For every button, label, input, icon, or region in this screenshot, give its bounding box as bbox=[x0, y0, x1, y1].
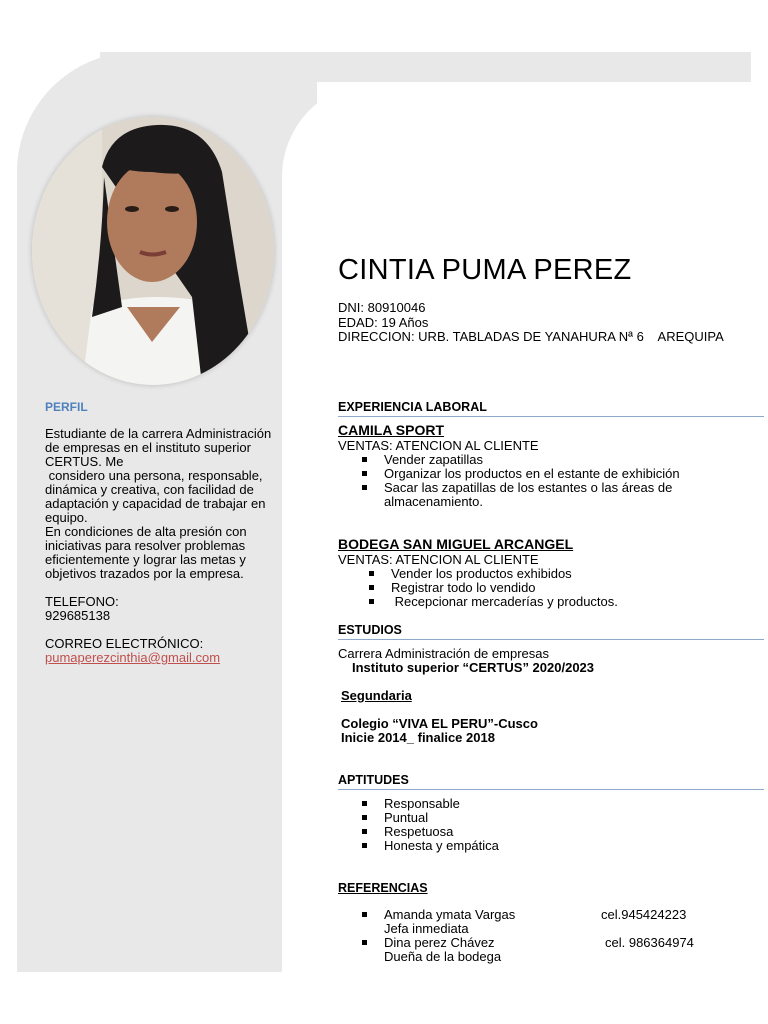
reference-item bbox=[384, 936, 714, 950]
perfil-line: CERTUS. Me bbox=[45, 454, 124, 469]
references-list bbox=[384, 908, 714, 964]
studies-title: ESTUDIOS bbox=[338, 623, 764, 640]
perfil-line: En condiciones de alta presión con bbox=[45, 524, 247, 539]
perfil-line: eficientemente y lograr las metas y bbox=[45, 552, 246, 567]
institute: Instituto superior “CERTUS” 2020/2023 bbox=[352, 660, 595, 675]
reference-phone: cel.945424223 bbox=[601, 907, 687, 922]
career: Carrera Administración de empresas bbox=[338, 646, 549, 661]
reference-name: Amanda ymata Vargas bbox=[384, 907, 516, 922]
perfil-line: dinámica y creativa, con facilidad de bbox=[45, 482, 254, 497]
perfil-line: adaptación y capacidad de trabajar en bbox=[45, 496, 266, 511]
list-item: Sacar las zapatillas de los estantes o las áreas de bbox=[384, 481, 680, 495]
list-item-continuation: almacenamiento. bbox=[384, 494, 483, 509]
reference-item bbox=[384, 908, 714, 922]
school-years: Inicie 2014_ finalice 2018 bbox=[341, 730, 495, 745]
experience-title: EXPERIENCIA LABORAL bbox=[338, 400, 764, 417]
perfil-line: equipo. bbox=[45, 510, 88, 525]
list-item: Recepcionar mercaderías y productos. bbox=[391, 594, 618, 609]
perfil-line: iniciativas para resolver problemas bbox=[45, 538, 246, 553]
edad: EDAD: 19 Años bbox=[338, 314, 429, 330]
company-name: CAMILA SPORT bbox=[338, 422, 445, 438]
list-item: Organizar los productos en el estante de exhibición bbox=[384, 466, 680, 481]
phone-label: TELEFONO: bbox=[45, 594, 119, 609]
email-label: CORREO ELECTRÓNICO: bbox=[45, 636, 204, 651]
reference-name: Dina perez Chávez bbox=[384, 935, 495, 950]
dni: DNI: 80910046 bbox=[338, 300, 426, 315]
perfil-line: Estudiante de la carrera Administración bbox=[45, 426, 272, 441]
list-item: Vender los productos exhibidos bbox=[391, 567, 618, 581]
perfil-line: considero una persona, responsable, bbox=[45, 468, 263, 483]
personal-info bbox=[338, 301, 724, 345]
skills-list bbox=[384, 797, 499, 853]
job-role: VENTAS: ATENCION AL CLIENTE bbox=[338, 438, 539, 453]
list-item: Respetuosa bbox=[384, 825, 499, 839]
skills-title: APTITUDES bbox=[338, 773, 764, 790]
profile-photo bbox=[32, 117, 274, 385]
reference-role: Jefa inmediata bbox=[384, 921, 469, 936]
list-item: Responsable bbox=[384, 797, 499, 811]
job-tasks bbox=[391, 567, 618, 609]
list-item: Honesta y empática bbox=[384, 838, 499, 853]
perfil-title: PERFIL bbox=[45, 400, 88, 414]
secondary-label: Segundaria bbox=[341, 688, 412, 703]
job-role: VENTAS: ATENCION AL CLIENTE bbox=[338, 552, 539, 567]
perfil-line: de empresas en el instituto superior bbox=[45, 440, 251, 455]
school: Colegio “VIVA EL PERU”-Cusco bbox=[341, 716, 538, 731]
references-title: REFERENCIAS bbox=[338, 881, 428, 895]
perfil-section bbox=[45, 400, 280, 665]
company-name: BODEGA SAN MIGUEL ARCANGEL bbox=[338, 536, 574, 552]
list-item: Puntual bbox=[384, 811, 499, 825]
perfil-line: objetivos trazados por la empresa. bbox=[45, 566, 244, 581]
reference-role: Dueña de la bodega bbox=[384, 949, 502, 964]
email-link[interactable]: pumaperezcinthia@gmail.com bbox=[45, 650, 221, 665]
list-item: Registrar todo lo vendido bbox=[391, 581, 618, 595]
phone-value: 929685138 bbox=[45, 608, 111, 623]
direccion: DIRECCION: URB. TABLADAS DE YANAHURA Nª 6 AREQUIPA bbox=[338, 329, 724, 344]
job-tasks bbox=[384, 453, 680, 509]
candidate-name: CINTIA PUMA PEREZ bbox=[338, 254, 632, 286]
list-item: Vender zapatillas bbox=[384, 453, 680, 467]
reference-phone: cel. 986364974 bbox=[605, 935, 694, 950]
